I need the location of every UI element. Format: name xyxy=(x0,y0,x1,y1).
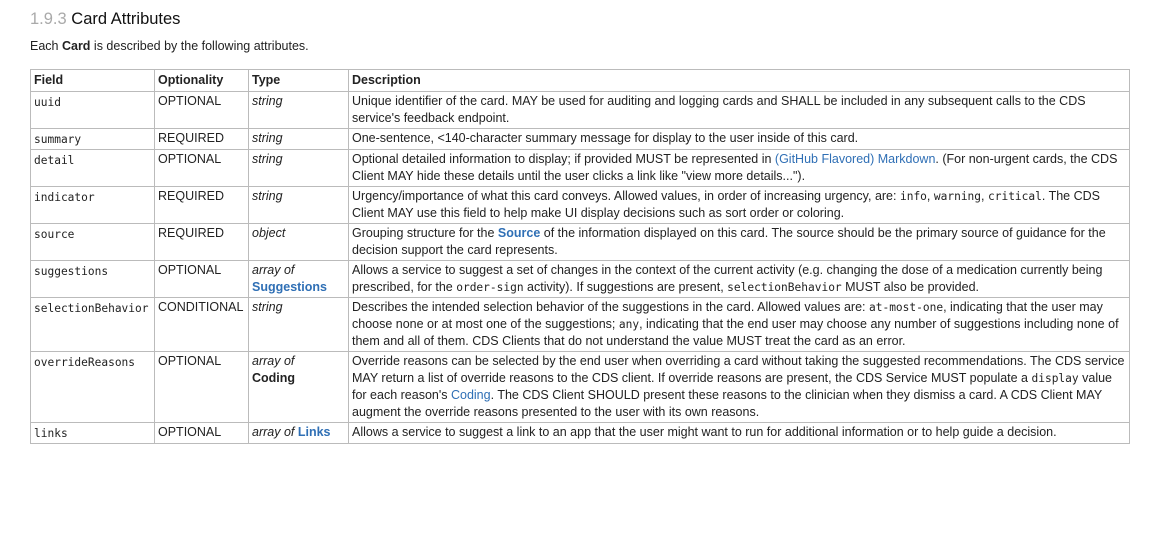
coding-link[interactable]: Coding xyxy=(450,388,491,402)
intro-post: is described by the following attributes. xyxy=(90,39,309,53)
header-optionality: Optionality xyxy=(155,70,249,92)
optionality-cell: OPTIONAL xyxy=(155,261,249,298)
type-cell xyxy=(249,423,349,444)
type-cell xyxy=(249,352,349,423)
desc-sep: , xyxy=(981,189,988,203)
description-cell: Allows a service to suggest a link to an app that the user might want to run for additional information or to help guide a decision. xyxy=(349,423,1130,444)
field-cell: uuid xyxy=(31,92,155,129)
type-array: array xyxy=(252,425,281,439)
desc-text: Allows a service to suggest a set of changes in the context of the current activity (e.g. changing the dose of a medication currently being prescribed, for the xyxy=(352,263,1103,294)
code-at-most-one: at-most-one xyxy=(868,301,944,314)
header-type: Type xyxy=(249,70,349,92)
description-cell xyxy=(349,224,1130,261)
section-heading xyxy=(30,0,1161,29)
desc-text: of the information displayed on this card. The source should be the primary source of guidance for the decision support the card represents. xyxy=(352,226,1106,257)
desc-text: value for each reason's xyxy=(352,371,1112,402)
code-order-sign: order-sign xyxy=(456,281,524,294)
attributes-table xyxy=(30,69,1130,444)
field-cell: overrideReasons xyxy=(31,352,155,423)
desc-text: . (For non-urgent cards, the CDS Client MAY hide these details until the user clicks a link like "view more details..."). xyxy=(352,152,1118,183)
optionality-cell: REQUIRED xyxy=(155,224,249,261)
table-row xyxy=(31,187,1130,224)
desc-text: Optional detailed information to display; if provided MUST be represented in xyxy=(352,152,775,166)
table-row xyxy=(31,298,1130,352)
optionality-cell: OPTIONAL xyxy=(155,92,249,129)
optionality-cell: OPTIONAL xyxy=(155,423,249,444)
type-cell: string xyxy=(249,129,349,150)
type-cell: string xyxy=(249,298,349,352)
table-row xyxy=(31,423,1130,444)
header-field: Field xyxy=(31,70,155,92)
description-cell xyxy=(349,261,1130,298)
field-cell: suggestions xyxy=(31,261,155,298)
type-cell: string xyxy=(249,92,349,129)
type-cell: string xyxy=(249,187,349,224)
table-row xyxy=(31,129,1130,150)
table-row xyxy=(31,352,1130,423)
suggestions-link[interactable]: Suggestions xyxy=(252,280,328,294)
type-array: array xyxy=(252,354,281,368)
section-title: Card Attributes xyxy=(71,10,181,28)
type-cell: object xyxy=(249,224,349,261)
description-cell xyxy=(349,298,1130,352)
type-of: of xyxy=(280,354,295,368)
type-of: of xyxy=(280,425,298,439)
type-cell: string xyxy=(249,150,349,187)
table-row xyxy=(31,261,1130,298)
optionality-cell: OPTIONAL xyxy=(155,150,249,187)
desc-text: Override reasons can be selected by the end user when overriding a card without taking the suggested recommendations. The CDS service MAY return a list of override reasons to the CDS client. If override reasons are present, the CDS Service MUST populate a xyxy=(352,354,1125,385)
desc-text: Urgency/importance of what this card conveys. Allowed values, in order of increasing urgency, are: xyxy=(352,189,900,203)
desc-text: . The CDS Client MAY use this field to help make UI display decisions such as sort order or coloring. xyxy=(352,189,1100,220)
links-link[interactable]: Links xyxy=(297,425,331,439)
field-cell: source xyxy=(31,224,155,261)
type-of: of xyxy=(280,263,295,277)
code-info: info xyxy=(899,190,927,203)
description-cell xyxy=(349,150,1130,187)
code-display: display xyxy=(1031,372,1079,385)
desc-text: Describes the intended selection behavior of the suggestions in the card. Allowed values are: xyxy=(352,300,869,314)
markdown-link[interactable]: (GitHub Flavored) Markdown xyxy=(774,152,936,166)
optionality-cell: REQUIRED xyxy=(155,187,249,224)
desc-sep: , xyxy=(926,189,934,203)
description-cell: One-sentence, <140-character summary message for display to the user inside of this card. xyxy=(349,129,1130,150)
type-coding: Coding xyxy=(252,371,296,385)
intro-pre: Each xyxy=(30,39,62,53)
intro-bold: Card xyxy=(61,39,91,53)
desc-text: , indicating that the end user may choose any number of suggestions including none of them and all of them. CDS Clients that do not understand the value MUST treat the card as an error. xyxy=(352,317,1119,348)
table-row xyxy=(31,92,1130,129)
description-cell xyxy=(349,352,1130,423)
desc-text: Grouping structure for the xyxy=(352,226,498,240)
header-description: Description xyxy=(349,70,1130,92)
field-cell: links xyxy=(31,423,155,444)
desc-text: activity). If suggestions are present, xyxy=(523,280,728,294)
table-row xyxy=(31,224,1130,261)
code-warning: warning xyxy=(933,190,982,203)
description-cell xyxy=(349,187,1130,224)
optionality-cell: OPTIONAL xyxy=(155,352,249,423)
field-cell: detail xyxy=(31,150,155,187)
code-critical: critical xyxy=(987,190,1042,203)
desc-text: MUST also be provided. xyxy=(841,280,980,294)
field-cell: summary xyxy=(31,129,155,150)
source-link[interactable]: Source xyxy=(497,226,541,240)
type-array: array xyxy=(252,263,281,277)
type-cell xyxy=(249,261,349,298)
field-cell: indicator xyxy=(31,187,155,224)
code-any: any xyxy=(618,318,640,331)
optionality-cell: REQUIRED xyxy=(155,129,249,150)
code-selectionbehavior: selectionBehavior xyxy=(727,281,842,294)
desc-text: . The CDS Client SHOULD present these reasons to the clinician when they dismiss a card. A CDS Client MAY augment the override reasons presented to the user with its own reasons. xyxy=(352,388,1102,419)
optionality-cell: CONDITIONAL xyxy=(155,298,249,352)
description-cell: Unique identifier of the card. MAY be used for auditing and logging cards and SHALL be included in any subsequent calls to the CDS service's feedback endpoint. xyxy=(349,92,1130,129)
intro-text xyxy=(30,38,1161,54)
field-cell: selectionBehavior xyxy=(31,298,155,352)
desc-text: , indicating that the user may choose none or at most one of the suggestions; xyxy=(352,300,1103,331)
section-number: 1.9.3 xyxy=(30,10,67,28)
table-header-row xyxy=(31,70,1130,92)
table-row xyxy=(31,150,1130,187)
